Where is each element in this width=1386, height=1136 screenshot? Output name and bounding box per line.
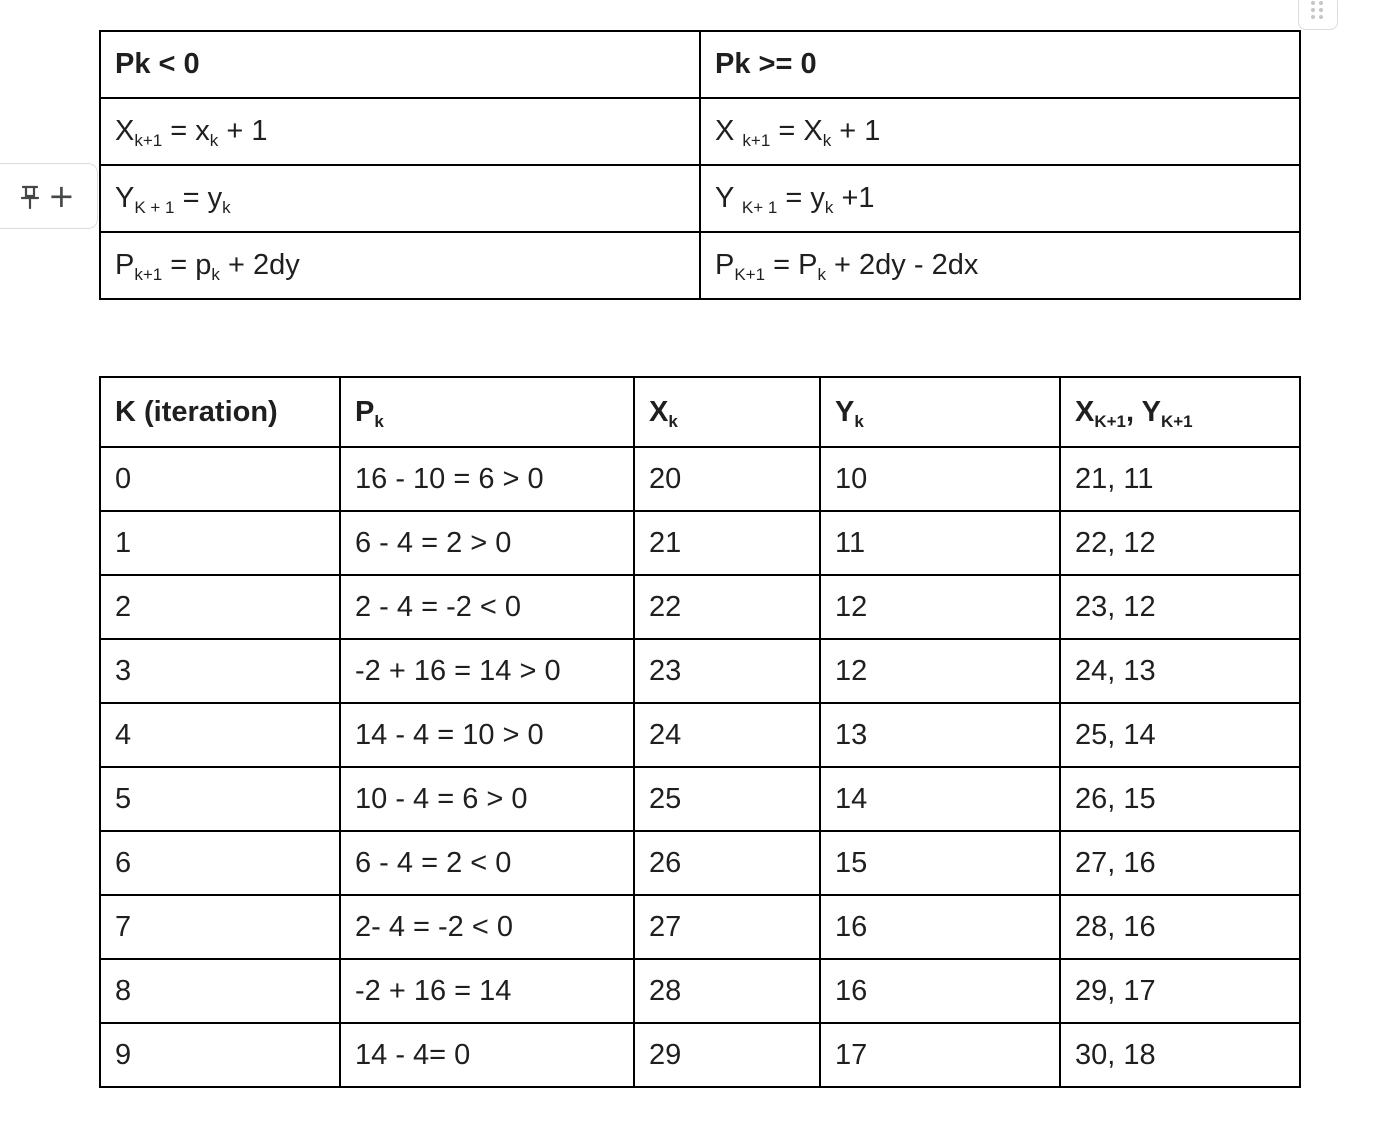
next-point-cell[interactable]: 21, 11: [1060, 447, 1300, 511]
k-cell[interactable]: 4: [100, 703, 340, 767]
k-cell[interactable]: 9: [100, 1023, 340, 1087]
xk-cell[interactable]: 23: [634, 639, 820, 703]
table-row: [100, 639, 1300, 703]
pk-cell[interactable]: 16 - 10 = 6 > 0: [340, 447, 634, 511]
yk-cell[interactable]: 17: [820, 1023, 1060, 1087]
table-row: [100, 232, 1300, 299]
k-cell[interactable]: 7: [100, 895, 340, 959]
pk-cell[interactable]: 2- 4 = -2 < 0: [340, 895, 634, 959]
xk-cell[interactable]: 28: [634, 959, 820, 1023]
xk-cell[interactable]: 26: [634, 831, 820, 895]
k-cell[interactable]: 6: [100, 831, 340, 895]
header-cell-yk[interactable]: $Y_k$: [820, 377, 1060, 447]
next-point-cell[interactable]: 30, 18: [1060, 1023, 1300, 1087]
header-cell-next-point[interactable]: $X_{K+1}$, $Y_{K+1}$: [1060, 377, 1300, 447]
table-row: [100, 1023, 1300, 1087]
rules-table: [99, 30, 1301, 300]
table-row: [100, 511, 1300, 575]
next-point-cell[interactable]: 26, 15: [1060, 767, 1300, 831]
formula-cell[interactable]: X $_{k+1} = X_k + 1$: [700, 98, 1300, 165]
yk-cell[interactable]: 13: [820, 703, 1060, 767]
yk-cell[interactable]: 16: [820, 895, 1060, 959]
table-row: [100, 895, 1300, 959]
pk-cell[interactable]: 6 - 4 = 2 < 0: [340, 831, 634, 895]
table-row: [100, 831, 1300, 895]
drag-handle-icon: [1311, 1, 1325, 21]
yk-cell[interactable]: 16: [820, 959, 1060, 1023]
k-cell[interactable]: 3: [100, 639, 340, 703]
table-row: [100, 98, 1300, 165]
next-point-cell[interactable]: 22, 12: [1060, 511, 1300, 575]
header-cell-xk[interactable]: $X_k$: [634, 377, 820, 447]
table-row: [100, 165, 1300, 232]
next-point-cell[interactable]: 23, 12: [1060, 575, 1300, 639]
yk-cell[interactable]: 12: [820, 575, 1060, 639]
next-point-cell[interactable]: 24, 13: [1060, 639, 1300, 703]
k-cell[interactable]: 8: [100, 959, 340, 1023]
yk-cell[interactable]: 11: [820, 511, 1060, 575]
formula-cell[interactable]: Y $_{K+ 1} = y_k +1$: [700, 165, 1300, 232]
add-row-button[interactable]: +: [48, 177, 75, 215]
pk-cell[interactable]: 14 - 4 = 10 > 0: [340, 703, 634, 767]
table-header-row: [100, 377, 1300, 447]
yk-cell[interactable]: 14: [820, 767, 1060, 831]
pin-icon[interactable]: [18, 184, 42, 210]
k-cell[interactable]: 5: [100, 767, 340, 831]
header-cell-pk[interactable]: $P_k$: [340, 377, 634, 447]
yk-cell[interactable]: 15: [820, 831, 1060, 895]
next-point-cell[interactable]: 28, 16: [1060, 895, 1300, 959]
xk-cell[interactable]: 29: [634, 1023, 820, 1087]
next-point-cell[interactable]: 29, 17: [1060, 959, 1300, 1023]
iteration-table: [99, 376, 1301, 1088]
table-row: [100, 767, 1300, 831]
pk-cell[interactable]: 6 - 4 = 2 > 0: [340, 511, 634, 575]
table-row: [100, 959, 1300, 1023]
xk-cell[interactable]: 24: [634, 703, 820, 767]
table-row: [100, 575, 1300, 639]
pk-cell[interactable]: 10 - 4 = 6 > 0: [340, 767, 634, 831]
pk-cell[interactable]: 14 - 4= 0: [340, 1023, 634, 1087]
yk-cell[interactable]: 12: [820, 639, 1060, 703]
k-cell[interactable]: 1: [100, 511, 340, 575]
header-cell-k[interactable]: K (iteration): [100, 377, 340, 447]
pk-cell[interactable]: -2 + 16 = 14: [340, 959, 634, 1023]
formula-cell[interactable]: $Y_{K + 1} = y_k$: [100, 165, 700, 232]
table-drag-handle[interactable]: [1298, 0, 1338, 30]
pk-cell[interactable]: -2 + 16 = 14 > 0: [340, 639, 634, 703]
table-row: [100, 447, 1300, 511]
formula-cell[interactable]: $P_{k+1} = p_k + 2dy$: [100, 232, 700, 299]
table-header-row: [100, 31, 1300, 98]
header-cell-pk-negative[interactable]: Pk < 0: [100, 31, 700, 98]
k-cell[interactable]: 0: [100, 447, 340, 511]
next-point-cell[interactable]: 27, 16: [1060, 831, 1300, 895]
row-tools: [0, 163, 98, 229]
yk-cell[interactable]: 10: [820, 447, 1060, 511]
header-cell-pk-nonnegative[interactable]: Pk >= 0: [700, 31, 1300, 98]
k-cell[interactable]: 2: [100, 575, 340, 639]
table-row: [100, 703, 1300, 767]
formula-cell[interactable]: $X_{k+1} = x_k + 1$: [100, 98, 700, 165]
iteration-table-body: [100, 447, 1300, 1087]
xk-cell[interactable]: 20: [634, 447, 820, 511]
xk-cell[interactable]: 25: [634, 767, 820, 831]
formula-cell[interactable]: $P_{K+1} = P_k + 2dy - 2dx$: [700, 232, 1300, 299]
xk-cell[interactable]: 22: [634, 575, 820, 639]
next-point-cell[interactable]: 25, 14: [1060, 703, 1300, 767]
pk-cell[interactable]: 2 - 4 = -2 < 0: [340, 575, 634, 639]
xk-cell[interactable]: 27: [634, 895, 820, 959]
xk-cell[interactable]: 21: [634, 511, 820, 575]
